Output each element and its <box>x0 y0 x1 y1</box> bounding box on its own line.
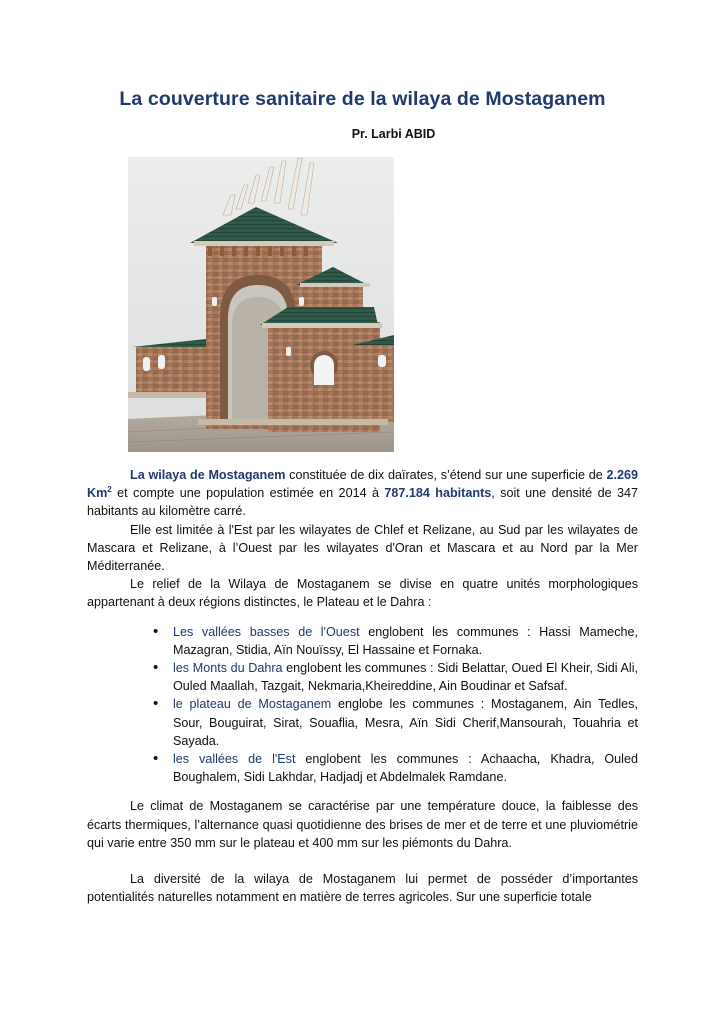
unit-label: les Monts du Dahra <box>173 661 283 676</box>
wilaya-name: La wilaya de Mostaganem <box>130 468 286 482</box>
paragraph-diversity: La diversité de la wilaya de Mostaganem lui permet de posséder d’importantes potentialités naturelles notamment en matière de terres agricoles. Sur une superficie totale <box>87 872 638 905</box>
unit-label: le plateau de Mostaganem <box>173 697 332 712</box>
list-item: • Les vallées basses de l'Ouest englobent les communes : Hassi Mameche, Mazagran, Stidia, Aïn Nouïssy, El Hassaine et Fornaka. <box>173 623 638 659</box>
article-body <box>87 466 638 906</box>
paragraph-relief: Le relief de la Wilaya de Mostaganem se divise en quatre unités morphologiques appartenant à deux régions distinctes, le Plateau et le Dahra : <box>87 577 638 610</box>
monument-photo <box>128 157 394 452</box>
unit-label: les vallées de l'Est <box>173 752 296 767</box>
paragraph-climate: Le climat de Mostaganem se caractérise par une température douce, la faiblesse des écarts thermiques, l’alternance quasi quotidienne des brises de mer et de terre et une pluviométrie qui varie entre 350 mm sur le plateau et 400 mm sur les piémonts du Dahra. <box>87 799 638 850</box>
monument-gate-illustration <box>128 157 394 452</box>
list-item: • les vallées de l'Est englobent les communes : Achaacha, Khadra, Ouled Boughalem, Sidi Lakhdar, Hadjadj et Abdelmalek Ramdane. <box>173 750 638 786</box>
author-line <box>0 127 725 141</box>
paragraph-borders: Elle est limitée à l'Est par les wilayates de Chlef et Relizane, au Sud par les wilayates de Mascara et Relizane, à l’Ouest par les wilayates d'Oran et Mascara et au Nord par la Mer Méditerranée. <box>87 522 638 574</box>
relief-units-list <box>87 623 638 787</box>
page-title: La couverture sanitaire de la wilaya de Mostaganem <box>119 88 606 110</box>
list-item: • les Monts du Dahra englobent les communes : Sidi Belattar, Oued El Kheir, Sidi Ali, Ouled Maallah, Tazgait, Nekmaria,Kheireddine, Ain Boudinar et Safsaf. <box>173 659 638 695</box>
paragraph-intro: La wilaya de Mostaganem constituée de dix daïrates, s’étend sur une superficie de 2.269 Km$^2$ et compte une population estimée en 2014 à 787.184 habitants, soit une densité de 347 habitants au kilomètre carré. <box>87 468 638 519</box>
list-item: • le plateau de Mostaganem englobe les communes : Mostaganem, Ain Tedles, Sour, Bouguirat, Sirat, Souaflia, Mesra, Aïn Sidi Cherif,Mansourah, Touahria et Sayada. <box>173 695 638 750</box>
area-value: 2.269 Km$^2$ <box>87 468 638 501</box>
author-name: Pr. Larbi ABID <box>351 127 436 141</box>
population-value: 787.184 habitants <box>384 486 492 501</box>
unit-label: Les vallées basses de l'Ouest <box>173 624 360 639</box>
